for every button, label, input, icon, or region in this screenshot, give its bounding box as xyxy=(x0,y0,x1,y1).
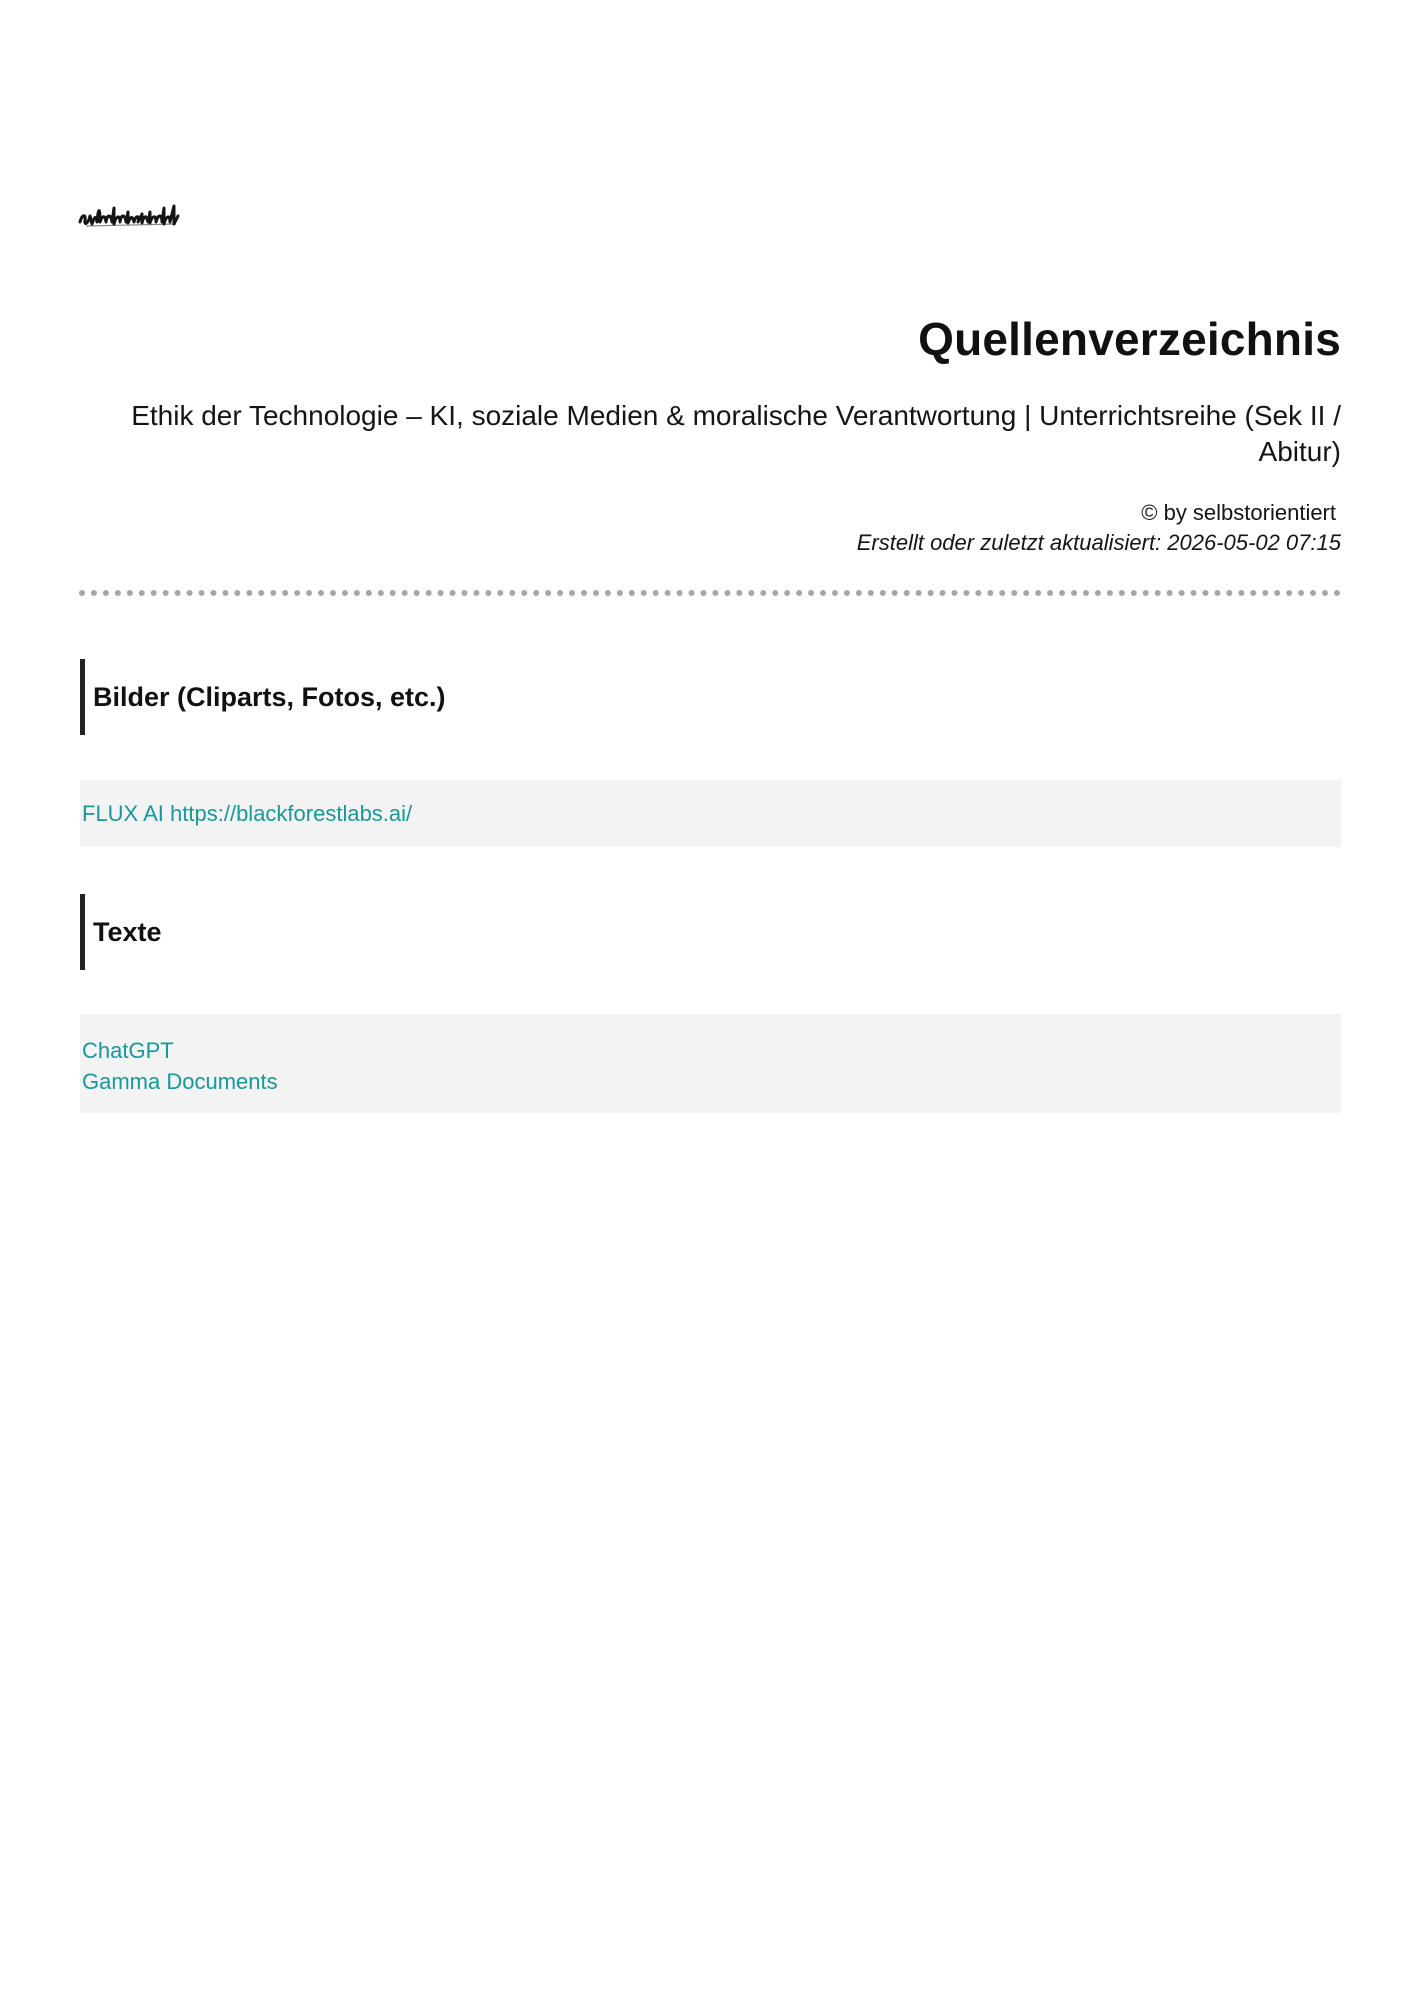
source-link-flux-ai[interactable]: FLUX AI https://blackforestlabs.ai/ xyxy=(82,801,413,826)
section-heading-images: Bilder (Cliparts, Fotos, etc.) xyxy=(80,659,680,735)
source-box-texts xyxy=(80,1014,1341,1113)
source-link-gamma-documents[interactable]: Gamma Documents xyxy=(82,1069,278,1094)
brand-logo-signature xyxy=(78,196,182,232)
source-box-images xyxy=(80,780,1341,847)
last-updated: Erstellt oder zuletzt aktualisiert: 2026-05-02 07:15 xyxy=(856,530,1341,555)
dotted-divider xyxy=(79,590,1341,596)
page-subtitle: Ethik der Technologie – KI, soziale Medien & moralische Verantwortung | Unterrichtsreihe (Sek II / Abitur) xyxy=(131,400,1341,467)
document-header xyxy=(78,300,1341,558)
brand-logo xyxy=(78,196,182,232)
source-link-chatgpt[interactable]: ChatGPT xyxy=(82,1038,174,1063)
section-heading-texts: Texte xyxy=(80,894,680,970)
page-title: Quellenverzeichnis xyxy=(918,313,1341,365)
copyright-notice: © by selbstorientiert xyxy=(1141,500,1336,525)
